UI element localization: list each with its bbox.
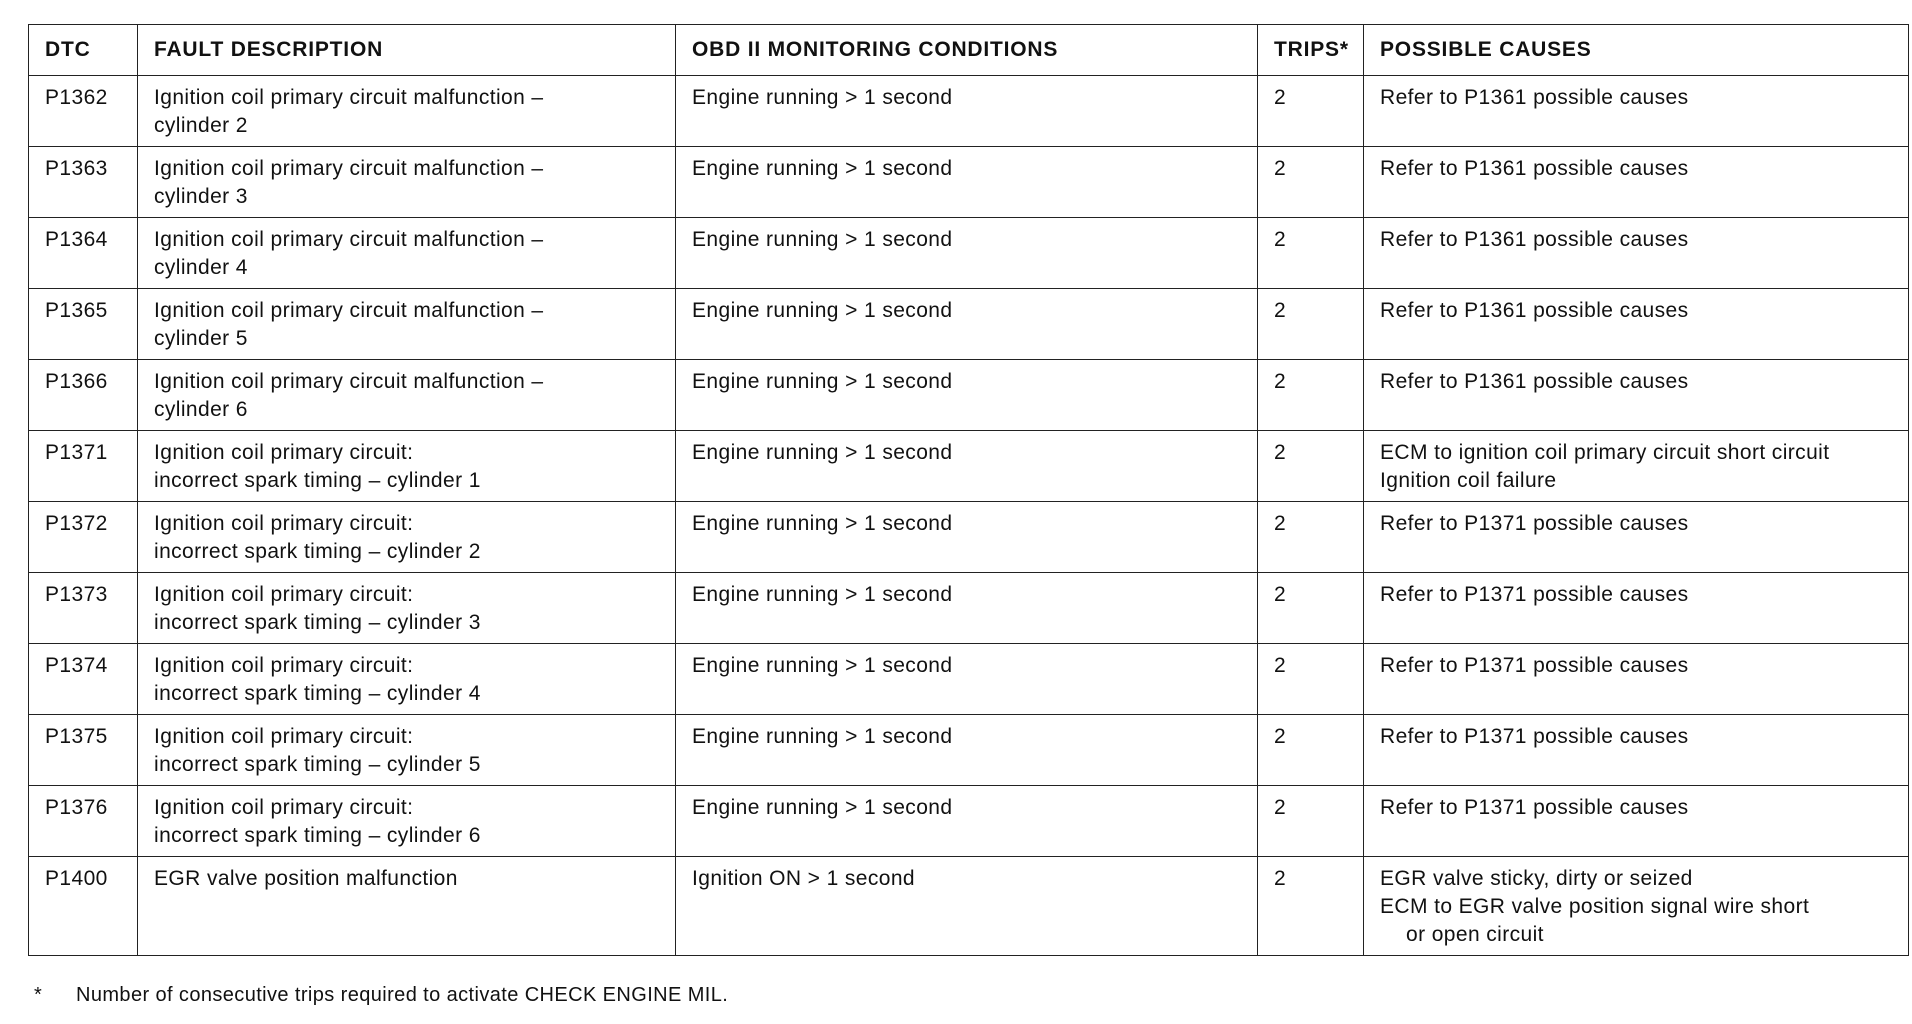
cell-trips: 2 <box>1258 289 1364 360</box>
cell-possible-causes <box>1364 502 1909 573</box>
description-line: cylinder 2 <box>154 114 248 137</box>
cell-monitoring-conditions: Ignition ON > 1 second <box>676 857 1258 956</box>
cell-trips: 2 <box>1258 76 1364 147</box>
cell-possible-causes <box>1364 76 1909 147</box>
header-possible-causes: POSSIBLE CAUSES <box>1364 25 1909 76</box>
cell-trips: 2 <box>1258 573 1364 644</box>
description-line: Ignition coil primary circuit malfunction – <box>154 370 544 393</box>
table-row <box>29 147 1909 218</box>
description-line: Ignition coil primary circuit malfunction – <box>154 86 544 109</box>
header-fault-description: FAULT DESCRIPTION <box>138 25 676 76</box>
cell-dtc: P1371 <box>29 431 138 502</box>
table-row <box>29 76 1909 147</box>
cell-fault-description <box>138 644 676 715</box>
cell-monitoring-conditions: Engine running > 1 second <box>676 147 1258 218</box>
dtc-table <box>28 24 1909 956</box>
cell-dtc: P1375 <box>29 715 138 786</box>
cell-monitoring-conditions: Engine running > 1 second <box>676 431 1258 502</box>
cell-trips: 2 <box>1258 502 1364 573</box>
description-line: incorrect spark timing – cylinder 4 <box>154 682 481 705</box>
description-line: Ignition coil primary circuit: <box>154 654 414 677</box>
cell-trips: 2 <box>1258 218 1364 289</box>
cell-dtc: P1364 <box>29 218 138 289</box>
cell-fault-description <box>138 786 676 857</box>
header-dtc: DTC <box>29 25 138 76</box>
cell-fault-description <box>138 573 676 644</box>
cell-fault-description <box>138 857 676 956</box>
cell-monitoring-conditions: Engine running > 1 second <box>676 573 1258 644</box>
cell-trips: 2 <box>1258 644 1364 715</box>
cell-fault-description <box>138 289 676 360</box>
cell-fault-description <box>138 360 676 431</box>
cell-possible-causes <box>1364 715 1909 786</box>
description-line: Ignition coil primary circuit malfunction – <box>154 299 544 322</box>
cell-possible-causes <box>1364 644 1909 715</box>
cell-possible-causes <box>1364 360 1909 431</box>
cell-dtc: P1365 <box>29 289 138 360</box>
cause-line: Refer to P1361 possible causes <box>1380 86 1689 109</box>
cause-line: Refer to P1371 possible causes <box>1380 583 1689 606</box>
description-line: Ignition coil primary circuit: <box>154 583 414 606</box>
description-line: Ignition coil primary circuit malfunction – <box>154 228 544 251</box>
cell-fault-description <box>138 218 676 289</box>
cell-possible-causes <box>1364 289 1909 360</box>
table-row <box>29 786 1909 857</box>
description-line: incorrect spark timing – cylinder 2 <box>154 540 481 563</box>
cause-line: Refer to P1371 possible causes <box>1380 654 1689 677</box>
description-line: incorrect spark timing – cylinder 1 <box>154 469 481 492</box>
cell-dtc: P1372 <box>29 502 138 573</box>
header-trips: TRIPS* <box>1258 25 1364 76</box>
cause-line: or open circuit <box>1406 923 1544 946</box>
dtc-table-container <box>28 24 1908 956</box>
table-row <box>29 857 1909 956</box>
cell-trips: 2 <box>1258 857 1364 956</box>
cell-trips: 2 <box>1258 360 1364 431</box>
cell-dtc: P1400 <box>29 857 138 956</box>
cell-dtc: P1362 <box>29 76 138 147</box>
cell-trips: 2 <box>1258 147 1364 218</box>
description-line: Ignition coil primary circuit: <box>154 441 414 464</box>
table-row <box>29 431 1909 502</box>
description-line: EGR valve position malfunction <box>154 867 458 890</box>
cell-monitoring-conditions: Engine running > 1 second <box>676 715 1258 786</box>
cause-line: Refer to P1361 possible causes <box>1380 370 1689 393</box>
cause-line: Refer to P1361 possible causes <box>1380 157 1689 180</box>
cell-monitoring-conditions: Engine running > 1 second <box>676 360 1258 431</box>
cell-trips: 2 <box>1258 715 1364 786</box>
description-line: incorrect spark timing – cylinder 5 <box>154 753 481 776</box>
cause-line: Refer to P1361 possible causes <box>1380 299 1689 322</box>
cell-dtc: P1374 <box>29 644 138 715</box>
cell-possible-causes <box>1364 431 1909 502</box>
description-line: cylinder 4 <box>154 256 248 279</box>
cell-dtc: P1373 <box>29 573 138 644</box>
cell-fault-description <box>138 502 676 573</box>
table-row <box>29 218 1909 289</box>
cause-line: ECM to EGR valve position signal wire short <box>1380 895 1810 918</box>
cell-trips: 2 <box>1258 431 1364 502</box>
cause-line: EGR valve sticky, dirty or seized <box>1380 867 1693 890</box>
footnote-text: Number of consecutive trips required to activate CHECK ENGINE MIL. <box>76 984 729 1006</box>
cell-monitoring-conditions: Engine running > 1 second <box>676 502 1258 573</box>
cause-line: Refer to P1361 possible causes <box>1380 228 1689 251</box>
cell-possible-causes <box>1364 786 1909 857</box>
table-row <box>29 360 1909 431</box>
footnote <box>28 984 728 1007</box>
cell-possible-causes <box>1364 573 1909 644</box>
cell-dtc: P1363 <box>29 147 138 218</box>
cell-monitoring-conditions: Engine running > 1 second <box>676 76 1258 147</box>
footnote-marker: * <box>34 984 43 1006</box>
cell-fault-description <box>138 431 676 502</box>
cause-line: Ignition coil failure <box>1380 469 1557 492</box>
cell-dtc: P1366 <box>29 360 138 431</box>
cell-monitoring-conditions: Engine running > 1 second <box>676 289 1258 360</box>
cell-dtc: P1376 <box>29 786 138 857</box>
table-row <box>29 573 1909 644</box>
cause-line: ECM to ignition coil primary circuit short circuit <box>1380 441 1830 464</box>
description-line: incorrect spark timing – cylinder 6 <box>154 824 481 847</box>
cell-monitoring-conditions: Engine running > 1 second <box>676 644 1258 715</box>
description-line: cylinder 5 <box>154 327 248 350</box>
table-row <box>29 644 1909 715</box>
cell-monitoring-conditions: Engine running > 1 second <box>676 786 1258 857</box>
description-line: Ignition coil primary circuit malfunction – <box>154 157 544 180</box>
table-row <box>29 502 1909 573</box>
cell-trips: 2 <box>1258 786 1364 857</box>
cell-fault-description <box>138 76 676 147</box>
table-header-row <box>29 25 1909 76</box>
description-line: Ignition coil primary circuit: <box>154 725 414 748</box>
table-row <box>29 289 1909 360</box>
cell-possible-causes <box>1364 147 1909 218</box>
cause-line: Refer to P1371 possible causes <box>1380 796 1689 819</box>
cell-possible-causes <box>1364 857 1909 956</box>
cell-fault-description <box>138 147 676 218</box>
cause-line: Refer to P1371 possible causes <box>1380 512 1689 535</box>
cause-line: Refer to P1371 possible causes <box>1380 725 1689 748</box>
cell-possible-causes <box>1364 218 1909 289</box>
description-line: cylinder 6 <box>154 398 248 421</box>
cell-monitoring-conditions: Engine running > 1 second <box>676 218 1258 289</box>
description-line: incorrect spark timing – cylinder 3 <box>154 611 481 634</box>
header-monitoring-conditions: OBD II MONITORING CONDITIONS <box>676 25 1258 76</box>
description-line: Ignition coil primary circuit: <box>154 512 414 535</box>
description-line: cylinder 3 <box>154 185 248 208</box>
table-row <box>29 715 1909 786</box>
description-line: Ignition coil primary circuit: <box>154 796 414 819</box>
cell-fault-description <box>138 715 676 786</box>
